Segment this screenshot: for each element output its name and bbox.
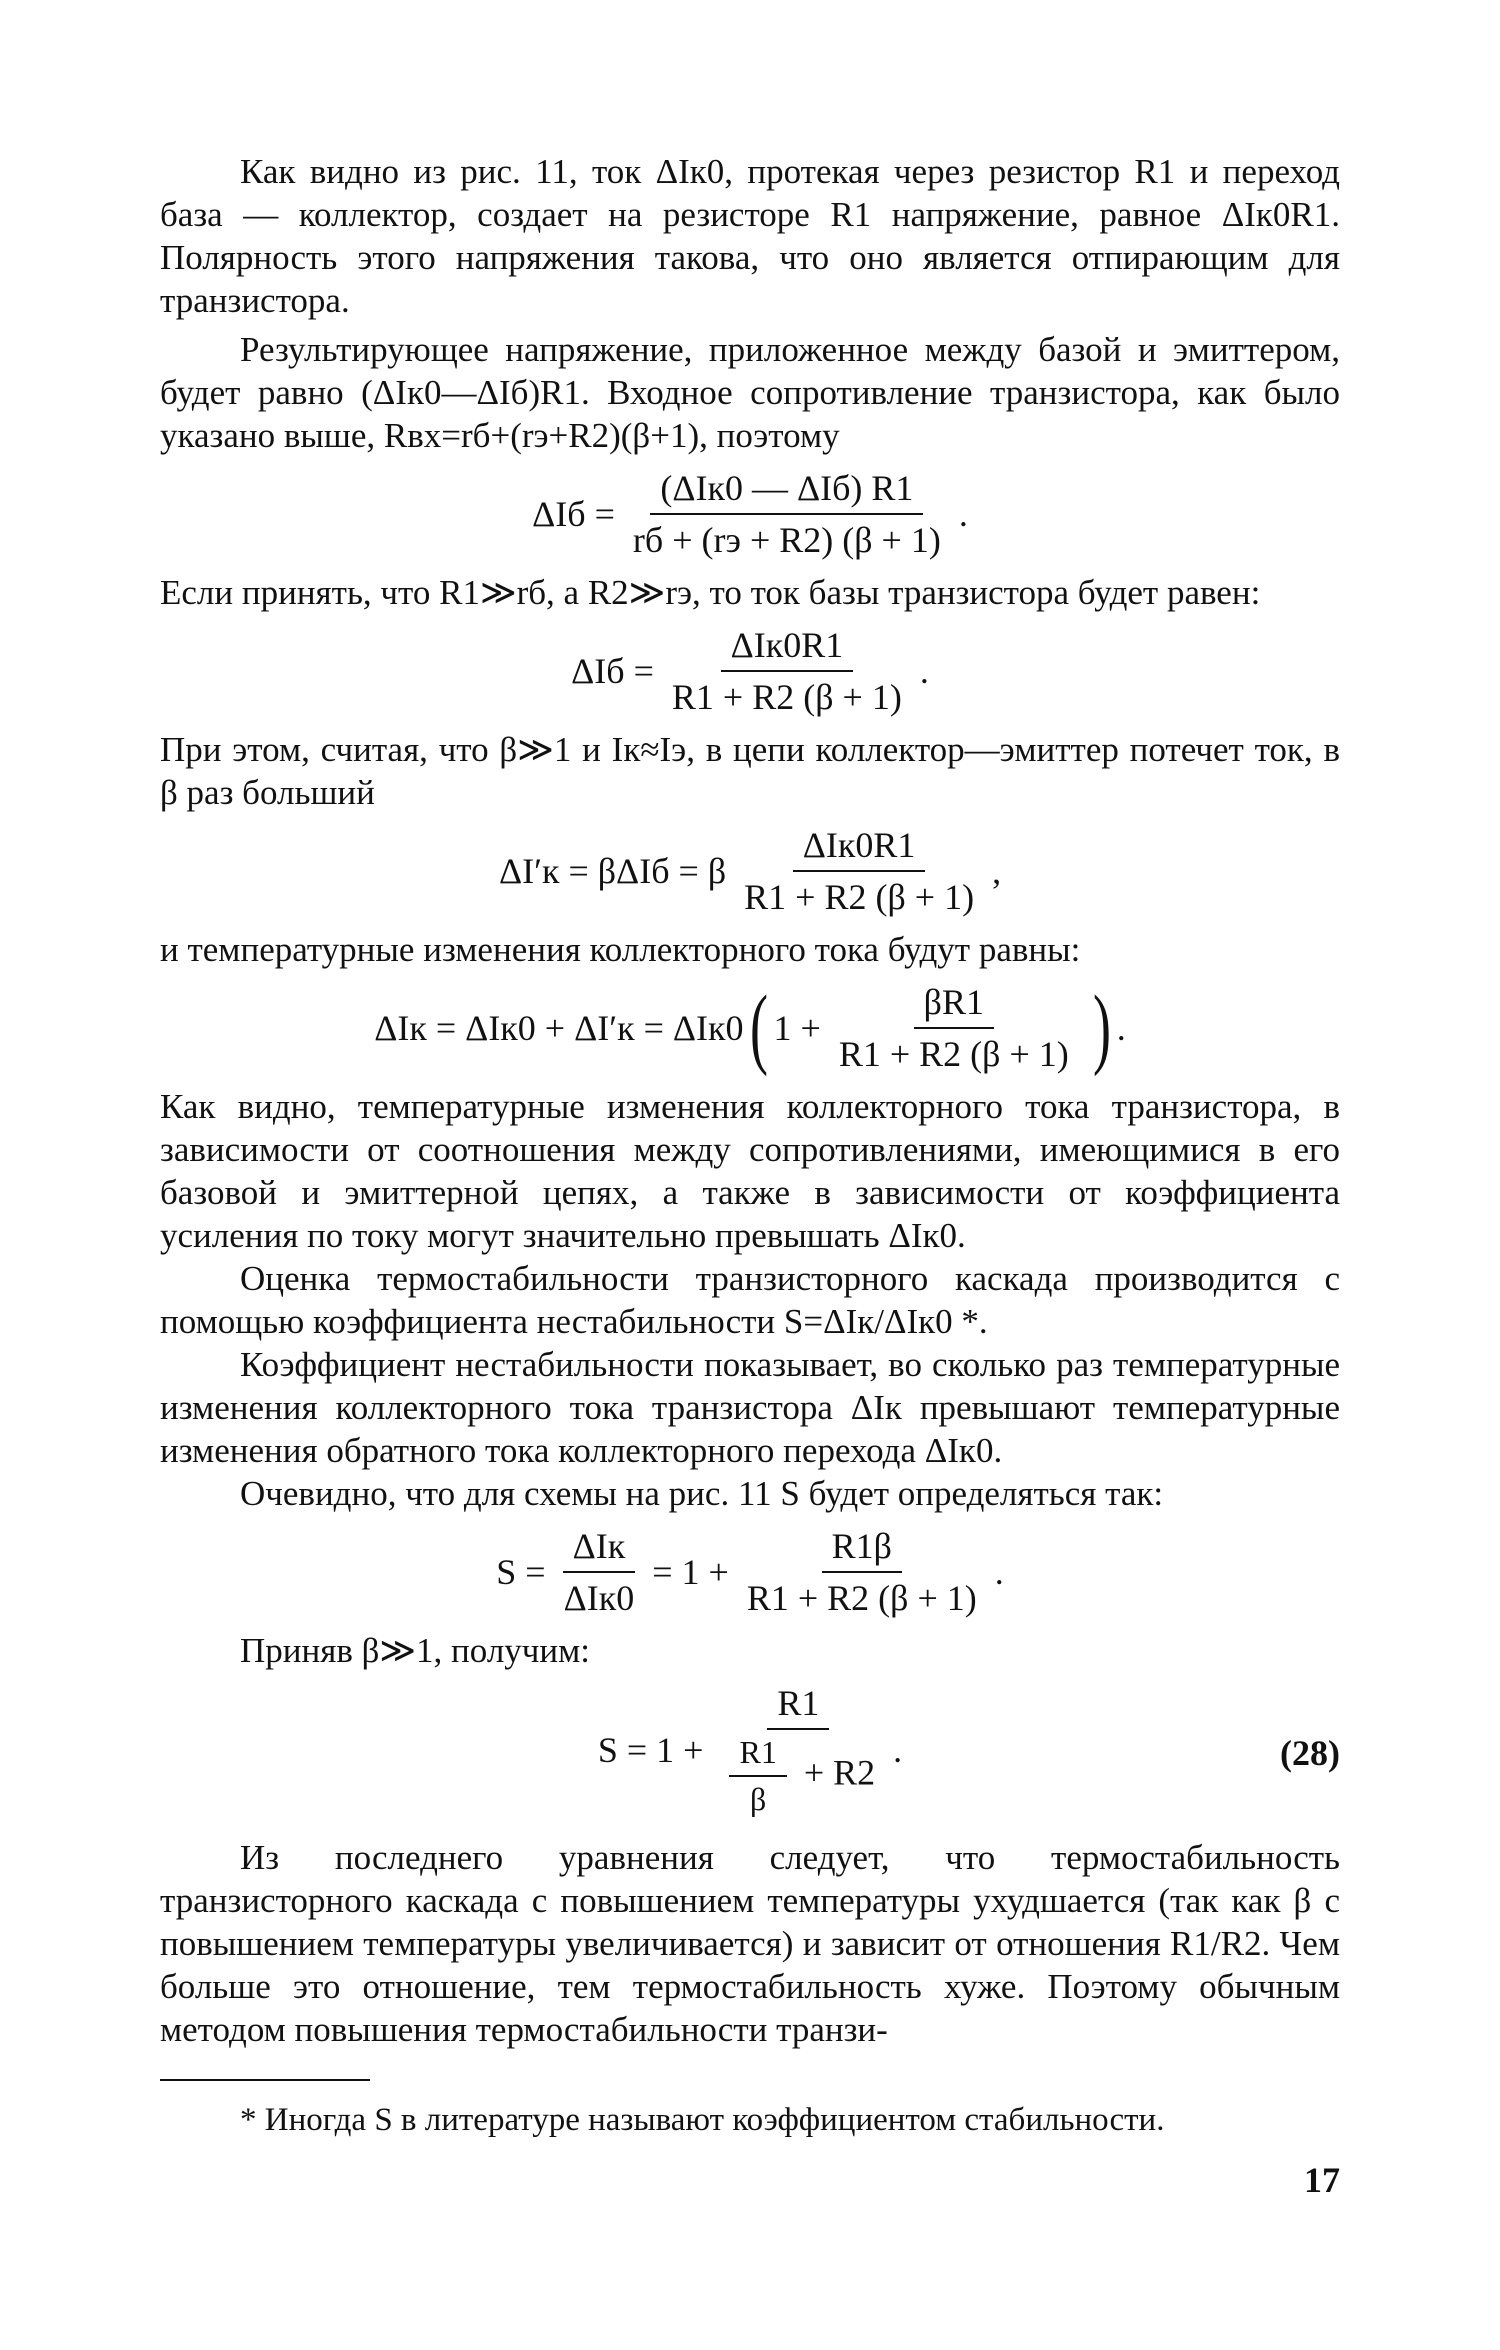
formula-collector-current-increment xyxy=(160,824,1340,918)
formula-2-denominator: R1 + R2 (β + 1) xyxy=(671,677,902,717)
formula-5-denominator-2: R1 + R2 (β + 1) xyxy=(746,1578,977,1618)
formula-6-denominator xyxy=(711,1730,885,1818)
formula-2-end: . xyxy=(919,651,929,691)
paragraph-1: Как видно из рис. 11, ток ΔIк0, протекая через резистор R1 и переход база — коллектор, создает на резисторе R1 напряжение, равное ΔIк0R1. Полярность этого напряжения такова, что оно является отпирающим для транзистора. xyxy=(160,152,1340,320)
paragraph-9: Очевидно, что для схемы на рис. 11 S будет определяться так: xyxy=(240,1474,1164,1513)
formula-5-end: . xyxy=(994,1552,1004,1592)
formula-collector-current-total xyxy=(160,978,1340,1077)
formula-6-numerator: R1 xyxy=(767,1682,829,1730)
formula-1-numerator: (ΔIк0 — ΔIб) R1 xyxy=(650,467,923,515)
formula-base-current-2 xyxy=(160,624,1340,718)
footnote-text: * Иногда S в литературе называют коэффициентом стабильности. xyxy=(240,2102,1165,2138)
formula-6-inner-denominator: β xyxy=(750,1781,767,1817)
page-number: 17 xyxy=(1304,2160,1340,2200)
formula-2-numerator: ΔIк0R1 xyxy=(721,624,854,672)
formula-6-end: . xyxy=(893,1730,903,1770)
paragraph-8: Коэффициент нестабильности показывает, во сколько раз температурные изменения коллекторного тока транзистора ΔIк превышают температурные изменения обратного тока коллекторного перехода ΔIк0. xyxy=(160,1345,1340,1470)
formula-5-numerator-2: R1β xyxy=(822,1525,902,1573)
formula-6-lhs: S = 1 + xyxy=(597,1730,704,1770)
formula-3-lhs: ΔI′к = βΔIб = β xyxy=(498,851,727,891)
formula-28 xyxy=(160,1682,1340,1818)
left-paren: ( xyxy=(749,978,768,1077)
paragraph-2: Результирующее напряжение, приложенное между базой и эмиттером, будет равно (ΔIк0—ΔIб)R1. Входное сопротивление транзистора, как было указано выше, Rвх=rб+(rэ+R2)(β+1), поэтому xyxy=(160,330,1340,455)
formula-5-lhs: S = xyxy=(496,1552,546,1592)
formula-6-inner-numerator: R1 xyxy=(729,1734,786,1777)
footnote xyxy=(160,2099,1340,2141)
formula-4-one: 1 + xyxy=(773,1008,821,1048)
formula-base-current-1 xyxy=(160,467,1340,561)
formula-3-numerator: ΔIк0R1 xyxy=(793,824,926,872)
formula-4-end: . xyxy=(1116,1008,1126,1048)
footnote-divider xyxy=(160,2079,370,2081)
formula-instability-coefficient xyxy=(160,1525,1340,1619)
equation-number: (28) xyxy=(1280,1733,1340,1773)
formula-1-end: . xyxy=(958,494,968,534)
page-footer xyxy=(160,2159,1340,2219)
paragraph-6: Как видно, температурные изменения коллекторного тока транзистора, в зависимости от соотношения между сопротивлениями, имеющимися в его базовой и эмиттерной цепях, а также в зависимости от коэффициента усиления по току могут значительно превышать ΔIк0. xyxy=(160,1087,1340,1255)
formula-4-numerator: βR1 xyxy=(914,981,994,1029)
formula-5-denominator-1: ΔIк0 xyxy=(563,1578,635,1618)
paragraph-5: и температурные изменения коллекторного тока будут равны: xyxy=(160,930,1081,969)
paragraph-11: Из последнего уравнения следует, что термостабильность транзисторного каскада с повышением температуры ухудшается (так как β с повышением температуры увеличивается) и зависит от отношения R1/R2. Чем больше это отношение, тем термостабильность хуже. Поэтому обычным методом повышения термостабильности транзи- xyxy=(160,1838,1340,2049)
formula-4-denominator: R1 + R2 (β + 1) xyxy=(838,1034,1069,1074)
paragraph-3: Если принять, что R1≫rб, а R2≫rэ, то ток базы транзистора будет равен: xyxy=(160,573,1261,612)
formula-2-lhs: ΔIб = xyxy=(571,651,654,691)
formula-3-end: , xyxy=(992,851,1002,891)
formula-6-denominator-tail: + R2 xyxy=(803,1752,876,1793)
right-paren: ) xyxy=(1092,978,1111,1077)
formula-3-denominator: R1 + R2 (β + 1) xyxy=(744,877,975,917)
formula-5-numerator-1: ΔIк xyxy=(563,1525,636,1573)
paragraph-10: Приняв β≫1, получим: xyxy=(240,1631,590,1670)
formula-1-denominator: rб + (rэ + R2) (β + 1) xyxy=(632,520,941,560)
formula-28-wrapper xyxy=(160,1682,1340,1818)
formula-5-mid: = 1 + xyxy=(652,1552,729,1592)
paragraph-7: Оценка термостабильности транзисторного каскада производится с помощью коэффициента нестабильности S=ΔIк/ΔIк0 *. xyxy=(160,1259,1340,1341)
page-content xyxy=(160,150,1340,2219)
formula-1-lhs: ΔIб = xyxy=(532,494,615,534)
formula-4-lhs: ΔIк = ΔIк0 + ΔI′к = ΔIк0 xyxy=(374,1008,744,1048)
paragraph-4: При этом, считая, что β≫1 и Iк≈Iэ, в цепи коллектор—эмиттер потечет ток, в β раз больший xyxy=(160,730,1340,812)
